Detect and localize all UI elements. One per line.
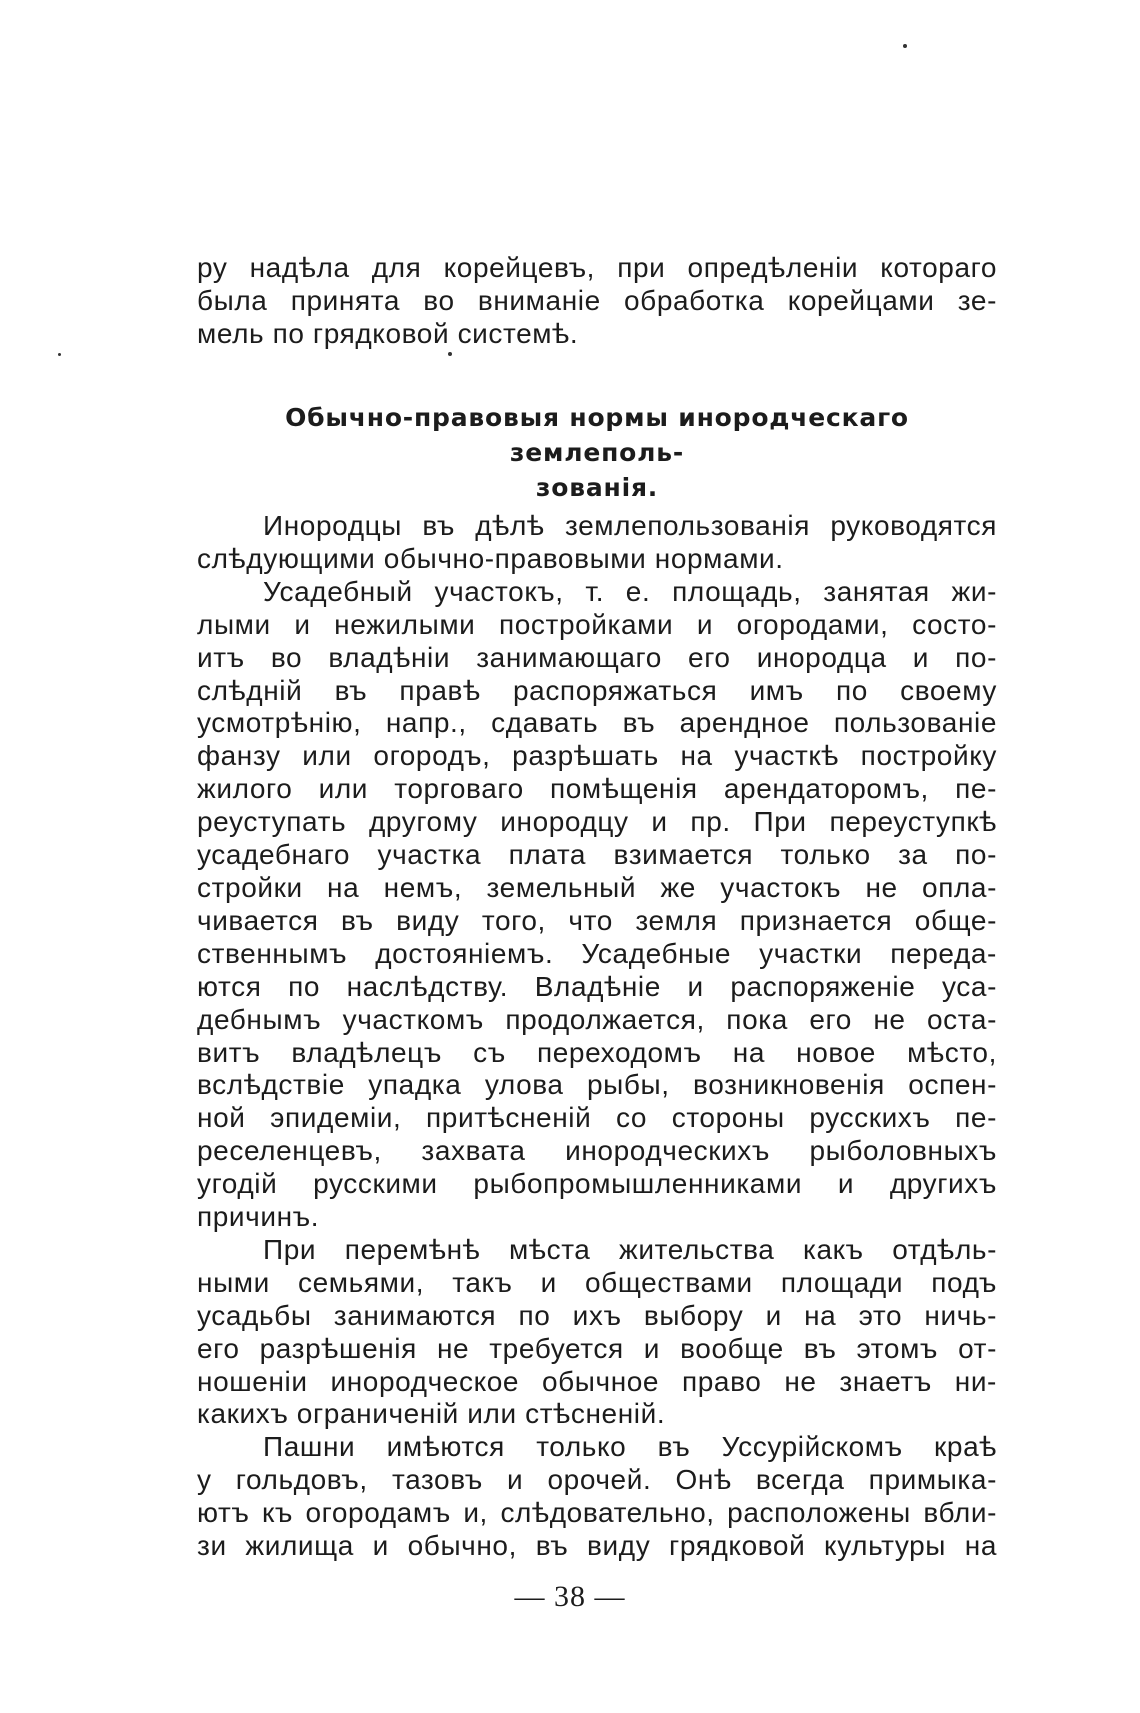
text-line: лыми и нежилыми постройками и огородами, состо- [197,608,997,640]
text-line: Усадебный участокъ, т. е. площадь, занятая жи- [263,575,997,607]
paragraph [197,510,997,576]
text-line: ютъ къ огородамъ и, слѣдовательно, расположены вбли- [197,1497,997,1529]
text-line: При перемѣнѣ мѣста жительства какъ отдѣль- [263,1233,997,1265]
text-line: усадьбы занимаются по ихъ выбору и на это ничь- [197,1299,997,1331]
section-heading [197,400,997,505]
text-line: была принята во вниманіе обработка корейцами зе- [197,284,997,316]
text-line: витъ владѣлецъ съ переходомъ на новое мѣсто, [197,1036,997,1068]
paragraph [197,1431,997,1563]
text-line: ются по наслѣдству. Владѣніе и распоряженіе уса- [197,970,997,1002]
text-line: слѣдующими обычно-правовыми нормами. [197,542,784,574]
text-line: слѣдній въ правѣ распоряжаться имъ по своему [197,674,997,706]
text-line: усмотрѣнію, напр., сдавать въ арендное пользованіе [197,707,997,739]
text-line: Пашни имѣются только въ Уссурійскомъ краѣ [263,1431,997,1463]
heading-line: Обычно-правовыя нормы инородческаго землеполь- [285,403,909,467]
page-number: — 38 — [514,1580,626,1613]
text-line: его разрѣшенія не требуется и вообще въ этомъ от- [197,1332,997,1364]
text-line: ру надѣла для корейцевъ, при опредѣленіи котораго [197,252,997,283]
scan-speck [448,352,452,356]
text-line: вслѣдствіе упадка улова рыбы, возникновенія оспен- [197,1069,997,1101]
text-line: у гольдовъ, тазовъ и орочей. Онѣ всегда примыка- [197,1464,997,1496]
text-line: дебнымъ участкомъ продолжается, пока его не оста- [197,1003,997,1035]
text-line: чивается въ виду того, что земля признается обще- [197,904,997,936]
text-line: итъ во владѣніи занимающаго его инородца и по- [197,641,997,673]
text-line: стройки на немъ, земельный же участокъ не опла- [197,871,997,903]
text-line: ными семьями, такъ и обществами площади подъ [197,1266,997,1298]
text-line: Инородцы въ дѣлѣ землепользованія руководятся [263,510,997,541]
text-line: угодій русскими рыбопромышленниками и другихъ [197,1168,997,1200]
text-line: реселенцевъ, захвата инородческихъ рыболовныхъ [197,1135,997,1167]
text-line: какихъ ограниченій или стѣсненій. [197,1398,666,1430]
scan-speck [903,44,907,48]
text-line: жилого или торговаго помѣщенія арендаторомъ, пе- [197,773,997,805]
heading-line: зованія. [535,473,659,502]
paragraph [197,576,997,1234]
paragraph [197,1234,997,1431]
text-line: реуступать другому инородцу и пр. При переуступкѣ [197,806,997,838]
text-line: зи жилища и обычно, въ виду грядковой культуры на [197,1530,997,1562]
body-text [197,510,997,1563]
text-line: усадебнаго участка плата взимается только за по- [197,839,997,871]
text-line: ношеніи инородческое обычное право не знаетъ ни- [197,1365,997,1397]
scan-speck [58,353,61,356]
text-line: фанзу или огородъ, разрѣшать на участкѣ постройку [197,740,997,772]
opening-paragraph [197,252,997,351]
text-line: причинъ. [197,1201,320,1233]
text-line: ственнымъ достояніемъ. Усадебные участки переда- [197,937,997,969]
text-line: мель по грядковой системѣ. [197,317,579,349]
text-line: ной эпидеміи, притѣсненій со стороны русскихъ пе- [197,1102,997,1134]
